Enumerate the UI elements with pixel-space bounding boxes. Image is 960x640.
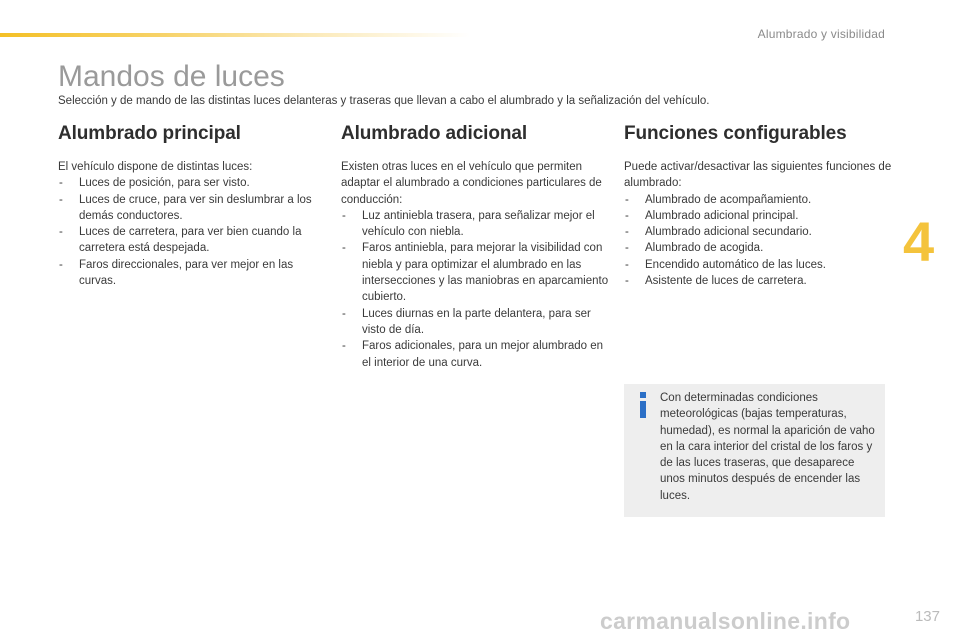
list-item [624,257,896,273]
list-item-text: Alumbrado de acompañamiento. [645,193,812,206]
bullet-dash: - [342,209,346,222]
bullet-dash: - [625,242,629,255]
list-item [58,257,330,290]
list-item-text: Faros adicionales, para un mejor alumbrado en el interior de una curva. [362,340,603,369]
bullet-dash: - [625,209,629,222]
column-list [58,175,330,289]
list-item [341,208,613,241]
list-item-text: Encendido automático de las luces. [645,258,826,271]
bullet-dash: - [625,226,629,239]
bullet-dash: - [342,242,346,255]
list-item [341,306,613,339]
page-subtitle: Selección y de mando de las distintas luces delanteras y traseras que llevan a cabo el alumbrado y la señalización del vehículo. [58,95,710,107]
info-box-text: Con determinadas condiciones meteorológicas (bajas temperaturas, humedad), es normal la aparición de vaho en la cara interior del cristal de los faros y de las luces traseras, que desaparece unos minutos después de encender las luces. [660,392,875,502]
column-heading: Funciones configurables [624,123,847,144]
list-item [624,224,896,240]
list-item-text: Faros direccionales, para ver mejor en las curvas. [79,258,294,288]
list-item [58,192,330,225]
column-list [624,192,896,290]
column-heading: Alumbrado adicional [341,123,528,144]
bullet-dash: - [625,275,629,288]
page-number: 137 [914,608,940,625]
list-item-text: Luz antiniebla trasera, para señalizar mejor el vehículo con niebla. [362,209,595,239]
list-item-text: Alumbrado de acogida. [645,242,764,255]
column-additional-lighting [341,123,613,371]
list-item-text: Alumbrado adicional principal. [645,209,799,222]
list-item-text: Asistente de luces de carretera. [645,275,807,288]
list-item [624,273,896,289]
bullet-dash: - [342,340,346,353]
column-configurable-functions [624,123,896,289]
page-title: Mandos de luces [58,60,285,93]
info-box [624,384,885,517]
list-item-text: Alumbrado adicional secundario. [645,226,812,239]
list-item-text: Faros antiniebla, para mejorar la visibilidad con niebla y para optimizar el alumbrado en las intersecciones y las maniobras en aparcamiento cubierto. [362,242,609,304]
column-list [341,208,613,371]
list-item-text: Luces de cruce, para ver sin deslumbrar a los demás conductores. [79,193,312,222]
bullet-dash: - [59,193,63,206]
header-accent-bar [0,33,470,37]
list-item [58,175,330,191]
column-heading: Alumbrado principal [58,123,241,144]
column-main-lighting [58,123,330,289]
list-item [58,224,330,257]
bullet-dash: - [625,258,629,271]
info-icon [636,392,650,418]
bullet-dash: - [625,193,629,206]
column-intro: Existen otras luces en el vehículo que permiten adaptar el alumbrado a condiciones particulares de conducción: [341,161,602,206]
list-item [624,208,896,224]
section-label: Alumbrado y visibilidad [757,27,885,41]
list-item [624,192,896,208]
bullet-dash: - [59,258,63,271]
watermark: carmanualsonline.info [600,608,851,634]
bullet-dash: - [59,226,63,239]
list-item-text: Luces diurnas en la parte delantera, para ser visto de día. [362,307,591,336]
bullet-dash: - [59,177,63,190]
list-item [341,240,613,305]
list-item [341,338,613,371]
chapter-number: 4 [903,210,935,273]
list-item-text: Luces de carretera, para ver bien cuando la carretera está despejada. [79,226,302,255]
list-item [624,240,896,256]
column-intro: El vehículo dispone de distintas luces: [58,161,253,173]
list-item-text: Luces de posición, para ser visto. [79,177,250,190]
bullet-dash: - [342,307,346,320]
column-intro: Puede activar/desactivar las siguientes funciones de alumbrado: [624,161,892,190]
